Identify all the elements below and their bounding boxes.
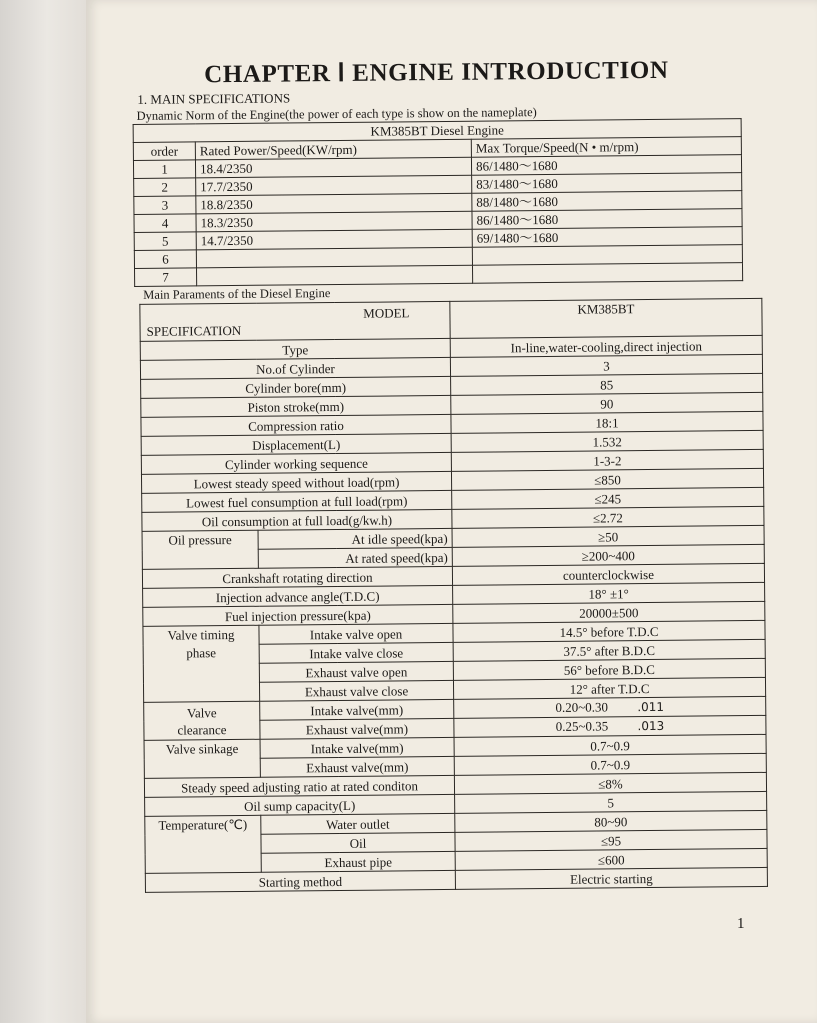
table-row: Oil sump capacity(L) 5 — [145, 791, 767, 816]
table-row: Lowest fuel consumption at full load(rpm) ≤245 — [142, 487, 764, 512]
table-row: Valve timing phase Intake valve open 14.5° before T.D.C — [143, 620, 765, 645]
table-row: Valve sinkage Intake valve(mm) 0.7~0.9 — [144, 734, 766, 759]
table-row: Cylinder working sequence 1-3-2 — [141, 449, 763, 474]
table-row: 5 14.7/2350 69/1480～1680 — [134, 227, 742, 251]
table-row: Exhaust valve open 56° before B.D.C — [143, 658, 765, 683]
table-row: Exhaust pipe ≤600 — [145, 848, 767, 873]
valve-sinkage-label: Valve sinkage — [144, 739, 260, 778]
table-row: Piston stroke(mm) 90 — [141, 392, 763, 417]
table-row: Injection advance angle(T.D.C) 18° ±1° — [143, 582, 765, 607]
table-row: 3 18.8/2350 88/1480～1680 — [134, 191, 742, 215]
table-row: 2 17.7/2350 83/1480～1680 — [134, 173, 742, 197]
valve-timing-label: Valve timing phase — [143, 625, 260, 702]
table-row: Steady speed adjusting ratio at rated conditon ≤8% — [144, 772, 766, 797]
table-row: Crankshaft rotating direction counterclockwise — [142, 563, 764, 588]
model-spec-header-cell — [140, 301, 450, 341]
table-row: Temperature(℃) Water outlet 80~90 — [145, 810, 767, 835]
table-row: Lowest steady speed without load(rpm) ≤850 — [141, 468, 763, 493]
temperature-label: Temperature(℃) — [145, 815, 262, 873]
valve-clearance-label: Valve clearance — [144, 701, 260, 740]
handwritten-note: .011 — [637, 699, 665, 715]
oil-pressure-label: Oil pressure — [142, 530, 258, 569]
table-row: Starting method Electric starting — [145, 867, 767, 892]
table-row: Displacement(L) 1.532 — [141, 430, 763, 455]
model-label: MODEL — [363, 305, 410, 321]
handwritten-note: .013 — [637, 718, 665, 734]
table-row: Oil pressure At idle speed(kpa) ≥50 — [142, 525, 764, 550]
table-row: Exhaust valve(mm) 0.7~0.9 — [144, 753, 766, 778]
main-parameters-table — [139, 298, 768, 893]
dynamic-norm-table — [133, 118, 744, 287]
model-value: KM385BT — [450, 298, 762, 338]
table1-title: KM385BT Diesel Engine — [133, 119, 741, 143]
page-content — [128, 54, 776, 893]
table-row: 6 — [134, 245, 742, 269]
table-row: 1 18.4/2350 86/1480～1680 — [133, 155, 741, 179]
header-max-torque: Max Torque/Speed(N • m/rpm) — [471, 137, 741, 158]
table-row: No.of Cylinder 3 — [140, 354, 762, 379]
table-row: Cylinder bore(mm) 85 — [141, 373, 763, 398]
table1-caption: Dynamic Norm of the Engine(the power of each type is show on the nameplate) — [136, 105, 537, 123]
section-title: 1. MAIN SPECIFICATIONS — [137, 90, 291, 107]
page-number: 1 — [736, 915, 745, 933]
table-row: Exhaust valve close 12° after T.D.C — [143, 677, 765, 702]
table-row: Oil consumption at full load(g/kw.h) ≤2.72 — [142, 506, 764, 531]
specification-label: SPECIFICATION — [146, 322, 242, 339]
table-row: Type In-line,water-cooling,direct injection — [140, 335, 762, 360]
book-binding — [0, 0, 86, 1023]
table-row: Intake valve close 37.5° after B.D.C — [143, 639, 765, 664]
table-row: Exhaust valve(mm) 0.25~0.35 .013 — [144, 715, 766, 740]
header-order: order — [133, 142, 195, 161]
table-row: Oil ≤95 — [145, 829, 767, 854]
table-row: 4 18.3/2350 86/1480～1680 — [134, 209, 742, 233]
table-row: Fuel injection pressure(kpa) 20000±500 — [143, 601, 765, 626]
table-row: 7 — [135, 263, 743, 287]
table2-caption: Main Paraments of the Diesel Engine — [143, 286, 331, 302]
header-rated-power: Rated Power/Speed(KW/rpm) — [195, 139, 471, 160]
table-row: Valve clearance Intake valve(mm) 0.20~0.30 .011 — [144, 696, 766, 721]
table-row: At rated speed(kpa) ≥200~400 — [142, 544, 764, 569]
chapter-title: CHAPTER Ⅰ ENGINE INTRODUCTION — [204, 56, 669, 89]
table-row: Compression ratio 18:1 — [141, 411, 763, 436]
